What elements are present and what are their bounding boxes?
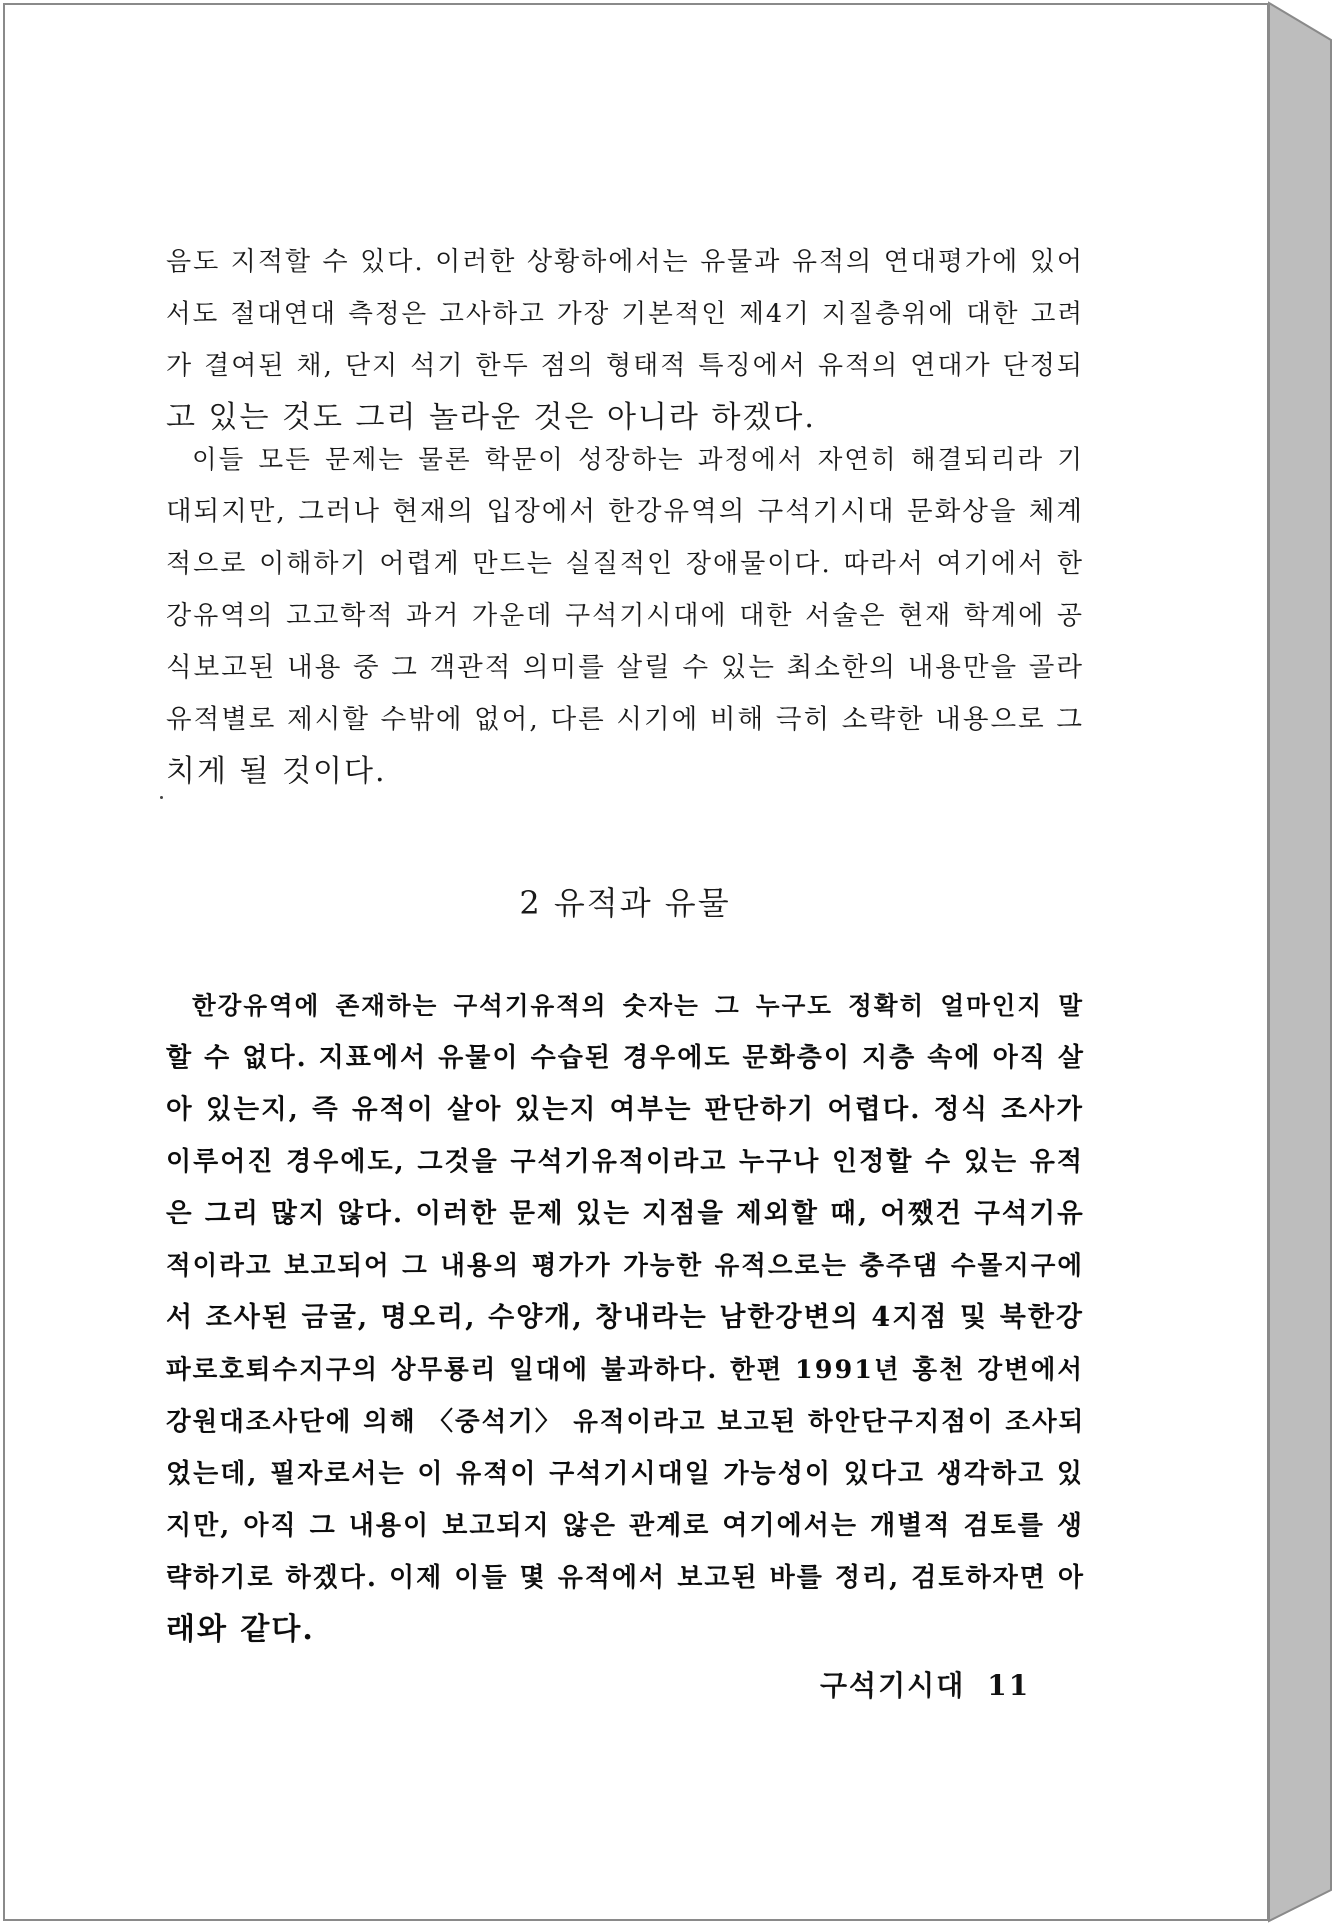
paragraph-line: 할 수 없다. 지표에서 유물이 수습된 경우에도 문화층이 지층 속에 아직 살 [166,1043,1085,1073]
paragraph-line: 래와 같다. [166,1612,315,1647]
paragraph-line: 유적별로 제시할 수밖에 없어, 다른 시기에 비해 극히 소략한 내용으로 그 [166,704,1084,735]
paragraph-line: 강유역의 고고학적 과거 가운데 구석기시대에 대한 서술은 현재 학계에 공 [166,601,1084,631]
paragraph-1 [166,236,1084,444]
paragraph-2 [166,434,1084,798]
paragraph-line: 치게 될 것이다. [166,754,387,789]
paragraph-line: 가 결여된 채, 단지 석기 한두 점의 형태적 특징에서 유적의 연대가 단정되 [166,351,1084,381]
paragraph-line: 었는데, 필자로서는 이 유적이 구석기시대일 가능성이 있다고 생각하고 있 [166,1459,1084,1489]
paragraph-line: 이들 모든 문제는 물론 학문이 성장하는 과정에서 자연히 해결되리라 기 [192,445,1084,475]
paragraph-line: 강원대조사단에 의해 〈중석기〉 유적이라고 보고된 하안단구지점이 조사되 [166,1407,1086,1437]
paragraph-line: 략하기로 하겠다. 이제 이들 몇 유적에서 보고된 바를 정리, 검토하자면 아 [166,1563,1085,1593]
paragraph-line: 파로호퇴수지구의 상무룡리 일대에 불과하다. 한편 1991년 홍천 강변에서 [166,1355,1085,1385]
section-heading: 2 유적과 유물 [519,884,731,922]
paragraph-line: 이루어진 경우에도, 그것을 구석기유적이라고 누구나 인정할 수 있는 유적 [166,1147,1084,1177]
paragraph-line: 은 그리 많지 않다. 이러한 문제 있는 지점을 제외할 때, 어쨌건 구석기유 [166,1198,1085,1229]
paragraph-line: 아 있는지, 즉 유적이 살아 있는지 여부는 판단하기 어렵다. 정식 조사가 [166,1094,1084,1125]
running-title: 구석기시대 [820,1669,966,1702]
paragraph-line: 적으로 이해하기 어렵게 만드는 실질적인 장애물이다. 따라서 여기에서 한 [166,549,1084,579]
paragraph-line: 서 조사된 금굴, 명오리, 수양개, 창내라는 남한강변의 4지점 및 북한강 [166,1302,1084,1333]
paragraph-line: 지만, 아직 그 내용이 보고되지 않은 관계로 여기에서는 개별적 검토를 생 [166,1511,1084,1541]
scan-speck [160,796,163,799]
paragraph-line: 식보고된 내용 중 그 객관적 의미를 살릴 수 있는 최소한의 내용만을 골라 [166,652,1084,683]
paragraph-line: 적이라고 보고되어 그 내용의 평가가 가능한 유적으로는 충주댐 수몰지구에 [166,1251,1084,1281]
paragraph-line: 한강유역에 존재하는 구석기유적의 숫자는 그 누구도 정확히 얼마인지 말 [192,991,1084,1020]
paragraph-line: 음도 지적할 수 있다. 이러한 상황하에서는 유물과 유적의 연대평가에 있어 [166,247,1084,277]
paragraph-line: 서도 절대연대 측정은 고사하고 가장 기본적인 제4기 지질층위에 대한 고려 [166,299,1084,329]
paragraph-line: 고 있는 것도 그리 놀라운 것은 아니라 하겠다. [166,400,816,435]
running-footer [820,1664,1030,1704]
paragraph-3 [166,980,1084,1656]
page-number: 11 [987,1669,1031,1702]
paragraph-line: 대되지만, 그러나 현재의 입장에서 한강유역의 구석기시대 문화상을 체계 [166,496,1084,527]
